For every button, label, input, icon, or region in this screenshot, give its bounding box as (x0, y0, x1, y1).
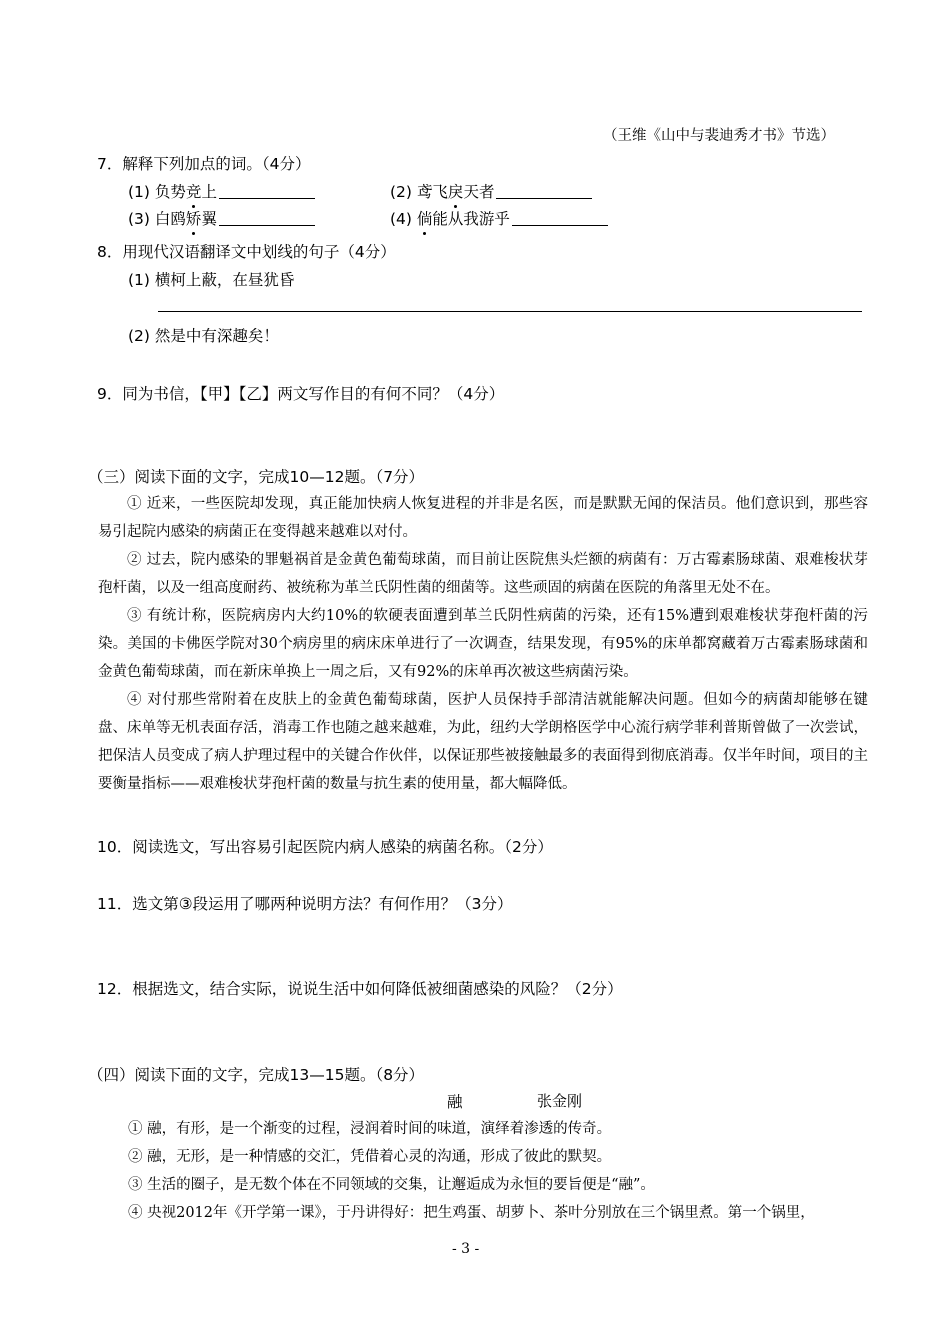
q11-title: 11．选文第③段运用了哪两种说明方法？有何作用？（3分） (97, 895, 513, 913)
section4-passage (98, 1115, 878, 1227)
page-number: - 3 - (452, 1241, 480, 1257)
passage-paragraph: ④ 央视2012年《开学第一课》，于丹讲得好：把生鸡蛋、胡萝卜、茶叶分别放在三个锅里煮。第一个锅里， (128, 1205, 815, 1221)
q10-title: 10．阅读选文，写出容易引起医院内病人感染的病菌名称。（2分） (97, 838, 553, 856)
q7-title: 7．解释下列加点的词。（4分） (97, 155, 311, 173)
answer-blank[interactable] (496, 183, 592, 199)
q12-title: 12．根据选文，结合实际，说说生活中如何降低被细菌感染的风险？（2分） (97, 980, 623, 998)
dotted-char: 戾 (448, 180, 464, 202)
dotted-char: 竞 (186, 180, 202, 202)
answer-blank[interactable] (512, 210, 608, 226)
passage-paragraph: ① 融，有形，是一个渐变的过程，浸润着时间的味道，演绎着渗透的传奇。 (128, 1121, 612, 1137)
q7-item-3: (3) 白鸥矫翼 (128, 207, 315, 229)
q9-title: 9．同为书信，【甲】【乙】两文写作目的有何不同？（4分） (97, 385, 505, 403)
q7-item-2: (2) 鸢飞戾天者 (390, 180, 592, 202)
q7-item-4: (4) 倘能从我游乎 (390, 207, 608, 229)
passage-paragraph: ④ 对付那些常附着在皮肤上的金黄色葡萄球菌，医护人员保持手部清洁就能解决问题。但如今的病菌却能够在键盘、床单等无机表面存活，消毒工作也随之越来越难，为此，纽约大学朗格医学中心流行病学菲利普斯曾做了一次尝试，把保洁人员变成了病人护理过程中的关键合作伙伴，以保证那些被接触最多的表面得到彻底消毒。仅半年时间，项目的主要衡量指标——艰难梭状芽孢杆菌的数量与抗生素的使用量，都大幅降低。 (98, 692, 868, 792)
section3-title: （三）阅读下面的文字，完成10—12题。（7分） (88, 468, 425, 486)
dotted-char: 倘 (417, 207, 433, 229)
q7-item-1: (1) 负势竞上 (128, 180, 315, 202)
answer-blank[interactable] (219, 210, 315, 226)
q8-item-1: (1) 横柯上蔽，在昼犹昏 (128, 271, 295, 289)
passage-paragraph: ② 过去，院内感染的罪魁祸首是金黄色葡萄球菌，而目前让医院焦头烂额的病菌有：万古霉素肠球菌、艰难梭状芽孢杆菌，以及一组高度耐药、被统称为革兰氏阴性菌的细菌等。这些顽固的病菌在医院的角落里无处不在。 (98, 552, 868, 596)
q8-title: 8．用现代汉语翻译文中划线的句子（4分） (97, 243, 396, 261)
article-title: 融 (447, 1093, 463, 1111)
article-author: 张金刚 (537, 1092, 583, 1110)
section3-passage (98, 490, 868, 798)
passage-paragraph: ③ 生活的圈子，是无数个体在不同领域的交集，让邂逅成为永恒的要旨便是“融”。 (128, 1177, 655, 1193)
passage-paragraph: ② 融，无形，是一种情感的交汇，凭借着心灵的沟通，形成了彼此的默契。 (128, 1149, 612, 1165)
section4-title: （四）阅读下面的文字，完成13—15题。（8分） (88, 1066, 425, 1084)
passage-paragraph: ③ 有统计称，医院病房内大约10%的软硬表面遭到革兰氏阴性病菌的污染，还有15%遭到艰难梭状芽孢杆菌的污染。美国的卡佛医学院对30个病房里的病床床单进行了一次调查，结果发现，有95%的床单都窝藏着万古霉素肠球菌和金黄色葡萄球菌，而在新床单换上一周之后，又有92%的床单再次被这些病菌污染。 (98, 608, 868, 680)
answer-blank[interactable] (219, 183, 315, 199)
dotted-char: 矫 (186, 207, 202, 229)
passage-paragraph: ① 近来，一些医院却发现，真正能加快病人恢复进程的并非是名医，而是默默无闻的保洁员。他们意识到，那些容易引起院内感染的病菌正在变得越来越难以对付。 (98, 496, 868, 540)
answer-line[interactable] (158, 311, 862, 312)
source-citation: （王维《山中与裴迪秀才书》节选） (603, 128, 835, 144)
q8-item-2: (2) 然是中有深趣矣！ (128, 327, 279, 345)
